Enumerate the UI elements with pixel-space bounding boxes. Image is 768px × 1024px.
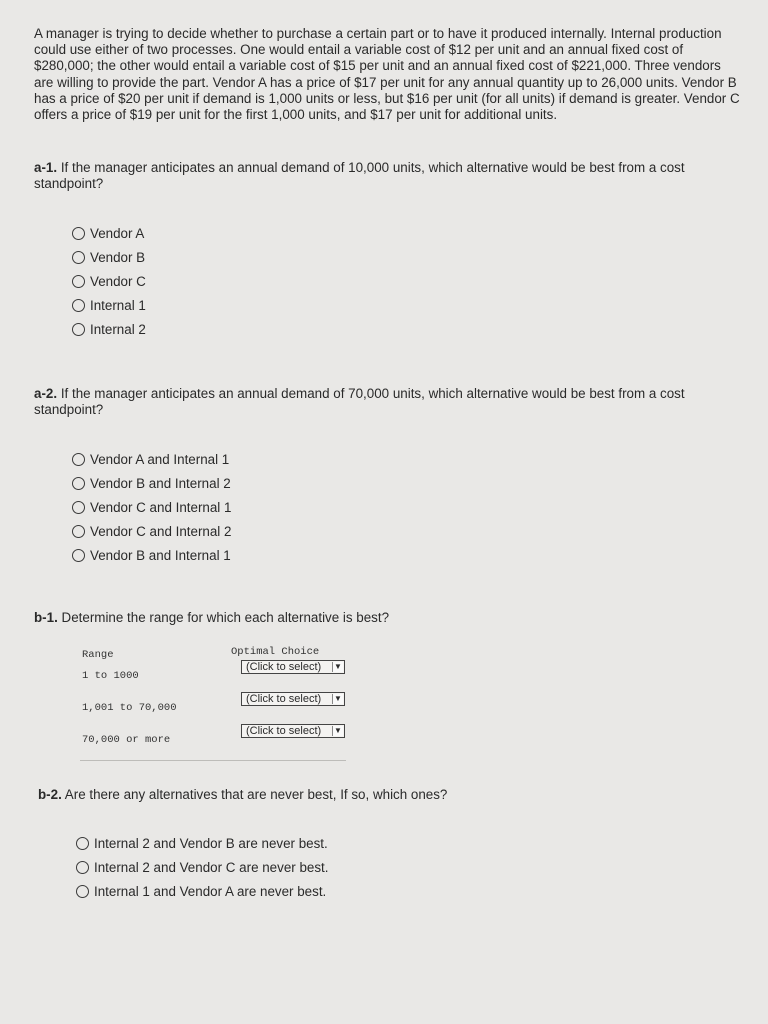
option-a2-3[interactable]: [72, 495, 231, 519]
option-a2-1[interactable]: [72, 447, 231, 471]
option-a1-vendor-a[interactable]: [72, 221, 146, 245]
range-row-3: 70,000 or more: [82, 734, 171, 746]
question-b2-text: Are there any alternatives that are never best, If so, which ones?: [64, 787, 448, 802]
question-a2: [34, 386, 748, 418]
option-a1-vendor-b[interactable]: [72, 245, 146, 269]
options-a1: [72, 221, 146, 341]
select-label: (Click to select): [246, 693, 322, 705]
radio-icon[interactable]: [72, 299, 85, 312]
radio-icon[interactable]: [72, 251, 85, 264]
options-b2: [76, 831, 329, 903]
chevron-down-icon: ▼: [332, 726, 343, 736]
question-b1: [34, 610, 748, 626]
range-row-2: 1,001 to 70,000: [82, 702, 177, 714]
option-label: Internal 1: [90, 297, 146, 313]
option-a2-5[interactable]: [72, 543, 231, 567]
chevron-down-icon: ▼: [332, 694, 343, 704]
question-b2: [38, 787, 752, 803]
options-a2: [72, 447, 231, 567]
question-a1-text: If the manager anticipates an annual demand of 10,000 units, which alternative would be best from a cost standpoint?: [34, 160, 685, 192]
option-label: Vendor C and Internal 1: [90, 499, 232, 515]
range-header: Range: [82, 649, 114, 661]
radio-icon[interactable]: [72, 323, 85, 336]
option-label: Vendor B and Internal 2: [90, 475, 231, 491]
optimal-choice-header: Optimal Choice: [231, 646, 320, 658]
radio-icon[interactable]: [72, 501, 85, 514]
option-label: Internal 2 and Vendor B are never best.: [94, 835, 328, 851]
option-label: Vendor B and Internal 1: [90, 547, 231, 563]
option-label: Internal 1 and Vendor A are never best.: [94, 883, 327, 899]
option-b2-3[interactable]: [76, 879, 329, 903]
question-b2-label: b-2.: [38, 787, 62, 802]
radio-icon[interactable]: [72, 227, 85, 240]
option-label: Vendor B: [90, 249, 146, 265]
select-label: (Click to select): [246, 661, 322, 673]
option-label: Internal 2: [90, 321, 146, 337]
optimal-choice-select-2[interactable]: [241, 692, 345, 706]
optimal-choice-select-3[interactable]: [241, 724, 345, 738]
radio-icon[interactable]: [72, 453, 85, 466]
radio-icon[interactable]: [76, 837, 89, 850]
question-a2-label: a-2.: [34, 386, 58, 401]
question-a1: [34, 160, 748, 192]
option-a2-2[interactable]: [72, 471, 231, 495]
problem-statement: A manager is trying to decide whether to purchase a certain part or to have it produced internally. Internal production could use either of two processes. One would entail a variable cost of $12 per unit and an annual fixed cost of $280,000; the other would entail a variable cost of $15 per unit and an annual fixed cost of $221,000. Three vendors are willing to provide the part. Vendor A has a price of $17 per unit for any annual quantity up to 26,000 units. Vendor B has a price of $20 per unit if demand is 1,000 units or less, but $16 per unit (for all units) if demand is greater. Vendor C offers a price of $19 per unit for the first 1,000 units, and $17 per unit for additional units.: [34, 26, 740, 123]
question-a2-text: If the manager anticipates an annual demand of 70,000 units, which alternative would be best from a cost standpoint?: [34, 386, 685, 418]
optimal-choice-select-1[interactable]: [241, 660, 345, 674]
option-label: Vendor C and Internal 2: [90, 523, 232, 539]
radio-icon[interactable]: [76, 885, 89, 898]
question-b1-label: b-1.: [34, 610, 58, 625]
range-row-1: 1 to 1000: [82, 670, 139, 682]
option-a1-internal-1[interactable]: [72, 293, 146, 317]
select-label: (Click to select): [246, 725, 322, 737]
option-a1-vendor-c[interactable]: [72, 269, 146, 293]
radio-icon[interactable]: [72, 525, 85, 538]
question-b1-text: Determine the range for which each alternative is best?: [61, 610, 390, 625]
table-divider: [80, 760, 346, 761]
option-a1-internal-2[interactable]: [72, 317, 146, 341]
radio-icon[interactable]: [72, 549, 85, 562]
option-b2-1[interactable]: [76, 831, 329, 855]
option-label: Vendor A: [90, 225, 145, 241]
radio-icon[interactable]: [76, 861, 89, 874]
option-a2-4[interactable]: [72, 519, 231, 543]
question-a1-label: a-1.: [34, 160, 58, 175]
chevron-down-icon: ▼: [332, 662, 343, 672]
radio-icon[interactable]: [72, 477, 85, 490]
option-b2-2[interactable]: [76, 855, 329, 879]
option-label: Vendor C: [90, 273, 146, 289]
option-label: Vendor A and Internal 1: [90, 451, 230, 467]
radio-icon[interactable]: [72, 275, 85, 288]
option-label: Internal 2 and Vendor C are never best.: [94, 859, 329, 875]
